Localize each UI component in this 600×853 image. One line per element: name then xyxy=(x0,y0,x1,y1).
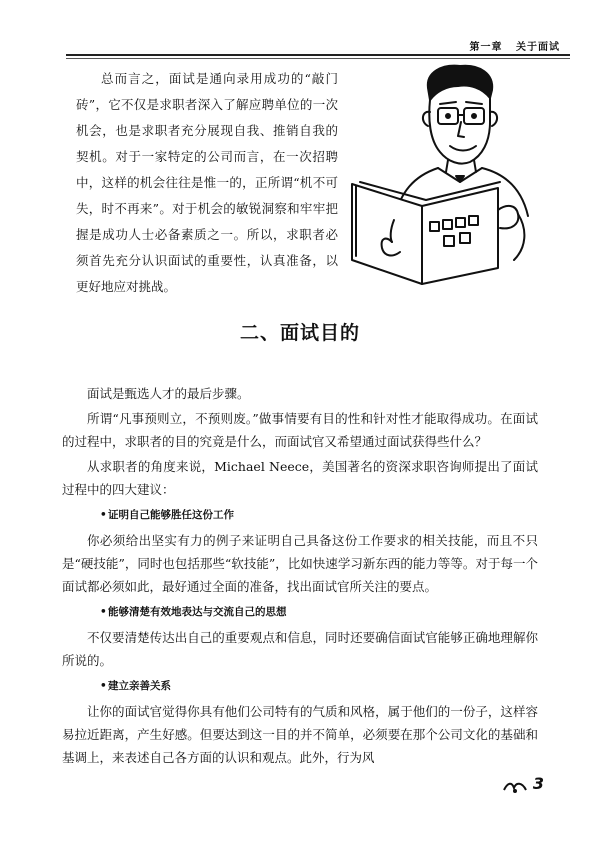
bullet-text: 建立亲善关系 xyxy=(108,680,171,692)
bullet-text: 能够清楚有效地表达与交流自己的思想 xyxy=(108,606,287,618)
intro-paragraph-block xyxy=(76,66,338,300)
decorative-ornament-icon xyxy=(502,780,528,794)
bullet-heading xyxy=(62,600,538,624)
bullet-icon: • xyxy=(100,606,107,618)
body-paragraph: 所谓“凡事预则立，不预则废。”做事情要有目的性和针对性才能取得成功。在面试的过程中，求职者的目的究竟是什么，而面试官又希望通过面试获得些什么？ xyxy=(62,411,538,449)
body-paragraph: 面试是甄选人才的最后步骤。 xyxy=(87,386,250,401)
page-header xyxy=(0,0,600,56)
section-title: 二、面试目的 xyxy=(239,322,360,344)
body-paragraph: 不仅要清楚传达出自己的重要观点和信息，同时还要确信面试官能够正确地理解你所说的。 xyxy=(62,630,538,668)
section-body xyxy=(62,382,538,771)
intro-paragraph: 总而言之，面试是通向录用成功的“敲门砖”，它不仅是求职者深入了解应聘单位的一次机会，也是求职者充分展现自我、推销自我的契机。对于一家特定的公司而言，在一次招聘中，这样的机会往往是惟一的，正所谓“机不可失，时不再来”。对于机会的敏锐洞察和牢牢把握是成功人士必备素质之一。所以，求职者必须首先充分认识面试的重要性，认真准备，以更好地应对挑战。 xyxy=(76,71,338,294)
bullet-icon: • xyxy=(100,680,107,692)
body-paragraph: 从求职者的角度来说，Michael Neece，美国著名的资深求职咨询师提出了面试过程中的四大建议： xyxy=(62,459,538,497)
bullet-text: 证明自己能够胜任这份工作 xyxy=(108,509,234,521)
bullet-heading xyxy=(62,503,538,527)
man-reading-book-illustration xyxy=(330,60,600,290)
body-paragraph: 让你的面试官觉得你具有他们公司特有的气质和风格，属于他们的一份子，这样容易拉近距离，产生好感。但要达到这一目的并不简单，必须要在那个公司文化的基础和基调上，来表述自己各方面的认识和观点。此外，行为风 xyxy=(62,704,538,765)
header-rule-thin xyxy=(66,58,570,59)
chapter-title: 关于面试 xyxy=(516,42,560,53)
page-number: 3 xyxy=(532,774,544,793)
body-paragraph: 你必须给出坚实有力的例子来证明自己具备这份工作要求的相关技能，而且不只是“硬技能”，同时也包括那些“软技能”，比如快速学习新东西的能力等等。对于每一个面试都必须如此，最好通过全面的准备，找出面试官所关注的要点。 xyxy=(62,533,538,594)
chapter-label: 第一章 xyxy=(469,42,503,53)
header-rule xyxy=(66,54,570,56)
bullet-icon: • xyxy=(100,509,107,521)
running-title xyxy=(470,38,560,53)
bullet-heading xyxy=(62,674,538,698)
